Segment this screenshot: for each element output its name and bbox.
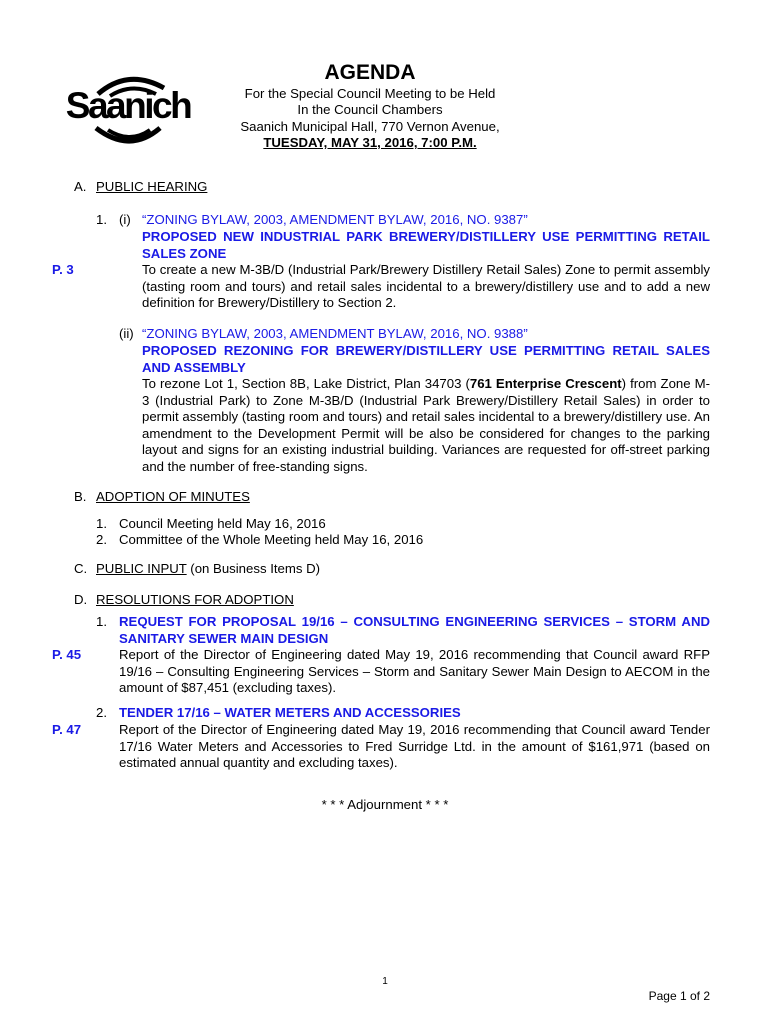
section-d-heading	[74, 592, 294, 609]
header-line-2: In the Council Chambers	[297, 102, 443, 118]
header-line-3: Saanich Municipal Hall, 770 Vernon Avenue,	[240, 118, 500, 134]
rfp-heading: REQUEST FOR PROPOSAL 19/16 – CONSULTING ENGINEERING SERVICES – STORM AND SANITARY SEWER MAIN DESIGN	[119, 614, 710, 646]
address-text: 761 Enterprise Crescent	[469, 376, 622, 391]
section-a-heading	[74, 179, 207, 196]
rfp-body: Report of the Director of Engineering dated May 19, 2016 recommending that Council award RFP 19/16 – Consulting Engineering Services – Storm and Sanitary Sewer Main Design to AECOM in the amount of $87,451 (excluding taxes).	[119, 647, 710, 696]
section-title: ADOPTION OF MINUTES	[96, 489, 250, 504]
section-suffix: (on Business Items D)	[186, 561, 321, 576]
list-item-number: 2.	[96, 532, 107, 547]
section-b-heading	[74, 489, 250, 506]
list-item: Committee of the Whole Meeting held May 16, 2016	[119, 532, 424, 547]
agenda-header	[200, 60, 540, 152]
page-title: AGENDA	[324, 61, 416, 84]
logo-wordmark: Saanich	[65, 85, 191, 126]
item-number: 2.	[96, 705, 107, 720]
item-number: 1.	[96, 614, 107, 629]
bylaw-heading-9388: PROPOSED REZONING FOR BREWERY/DISTILLERY USE PERMITTING RETAIL SALES AND ASSEMBLY	[142, 343, 710, 375]
section-letter: D.	[74, 592, 88, 607]
bylaw-body-9387: To create a new M-3B/D (Industrial Park/Brewery Distillery Retail Sales) Zone to permit assembly (tasting room and tours) and retail sales incidental to a brewery/distillery use and to add a new definition for Brewery/Distillery to Section 2.	[142, 262, 710, 311]
page-reference[interactable]: P. 3	[52, 262, 74, 277]
section-c-heading	[74, 561, 320, 578]
page-of-indicator: Page 1 of 2	[648, 989, 710, 1003]
sub-item-label: (ii)	[119, 326, 134, 341]
meeting-date: TUESDAY, MAY 31, 2016, 7:00 P.M.	[263, 135, 477, 151]
bylaw-title-9388: “ZONING BYLAW, 2003, AMENDMENT BYLAW, 2016, NO. 9388”	[142, 326, 528, 341]
body-text: To rezone Lot 1, Section 8B, Lake District, Plan 34703 (	[142, 376, 470, 391]
section-title: PUBLIC HEARING	[96, 179, 208, 194]
section-title: RESOLUTIONS FOR ADOPTION	[96, 592, 294, 607]
tender-heading: TENDER 17/16 – WATER METERS AND ACCESSORIES	[119, 705, 461, 720]
saanich-logo	[60, 66, 196, 160]
list-item-number: 1.	[96, 516, 107, 531]
bylaw-title-9387: “ZONING BYLAW, 2003, AMENDMENT BYLAW, 2016, NO. 9387”	[142, 212, 528, 227]
saanich-logo-graphic	[60, 66, 196, 160]
section-title: PUBLIC INPUT	[96, 561, 187, 576]
section-letter: C.	[74, 561, 88, 576]
section-letter: A.	[74, 179, 87, 194]
list-item: Council Meeting held May 16, 2016	[119, 516, 326, 531]
body-text: ) from Zone M-3 (Industrial Park) to Zone M-3B/D (Industrial Park Brewery/Distillery Retail Sales) in order to permit assembly (tasting room and tours) and retail sales incidental to a brewery/distillery use. An amendment to the Development Permit will be also be considered for changes to the parking layout and signs for an existing industrial building. Variances are requested for off-street parking and the number of free-standing signs.	[142, 376, 711, 474]
header-line-1: For the Special Council Meeting to be Held	[244, 86, 496, 101]
page-reference[interactable]: P. 47	[52, 722, 82, 737]
adjournment: * * * Adjournment * * *	[321, 797, 449, 812]
item-number: 1.	[96, 212, 107, 227]
page-number: 1	[382, 976, 388, 987]
tender-body: Report of the Director of Engineering dated May 19, 2016 recommending that Council award Tender 17/16 Water Meters and Accessories to Fred Surridge Ltd. in the amount of $161,971 (based on estimated annual quantity and excluding taxes).	[119, 722, 710, 771]
bylaw-body-9388	[142, 376, 710, 476]
section-letter: B.	[74, 489, 87, 504]
bylaw-heading-9387: PROPOSED NEW INDUSTRIAL PARK BREWERY/DISTILLERY USE PERMITTING RETAIL SALES ZONE	[142, 229, 710, 261]
sub-item-label: (i)	[119, 212, 131, 227]
page-reference[interactable]: P. 45	[52, 647, 82, 662]
